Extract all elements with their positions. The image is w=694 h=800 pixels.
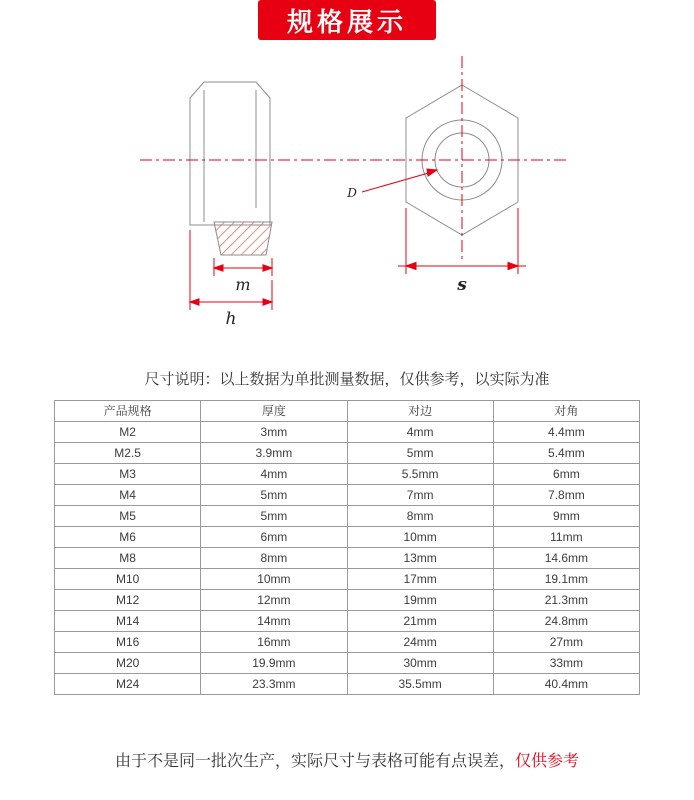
header-row: [55, 401, 640, 422]
spec-table-head: [55, 401, 640, 422]
size-note-caption: 尺寸说明：以上数据为单批测量数据，仅供参考，以实际为准: [144, 371, 550, 388]
col-header-spec: 产品规格: [55, 401, 201, 422]
table-cell: 7mm: [347, 485, 493, 506]
banner-title: 规格展示: [258, 0, 436, 40]
spec-table: [54, 400, 640, 695]
table-cell: 19mm: [347, 590, 493, 611]
table-cell: 4.4mm: [493, 422, 639, 443]
table-cell: 17mm: [347, 569, 493, 590]
table-cell: 9mm: [493, 506, 639, 527]
table-cell: M12: [55, 590, 201, 611]
table-cell: 7.8mm: [493, 485, 639, 506]
dim-label-s: s: [457, 275, 467, 295]
table-cell: M14: [55, 611, 201, 632]
dim-label-h: h: [225, 309, 237, 329]
table-cell: 33mm: [493, 653, 639, 674]
table-cell: M4: [55, 485, 201, 506]
col-header-corners: 对角: [493, 401, 639, 422]
table-row: [55, 590, 640, 611]
table-row: [55, 506, 640, 527]
table-cell: 30mm: [347, 653, 493, 674]
table-row: [55, 422, 640, 443]
disclaimer-highlight: 仅供参考: [515, 753, 580, 770]
table-cell: 6mm: [493, 464, 639, 485]
table-cell: 24mm: [347, 632, 493, 653]
disclaimer-text: 由于不是同一批次生产，实际尺寸与表格可能有点误差，: [114, 753, 515, 770]
table-row: [55, 674, 640, 695]
table-cell: 4mm: [347, 422, 493, 443]
table-cell: 3.9mm: [201, 443, 347, 464]
disclaimer-note: [0, 751, 694, 773]
table-cell: 8mm: [347, 506, 493, 527]
table-cell: 21.3mm: [493, 590, 639, 611]
table-cell: 5.4mm: [493, 443, 639, 464]
table-cell: 19.9mm: [201, 653, 347, 674]
table-cell: 35.5mm: [347, 674, 493, 695]
table-cell: 5mm: [201, 485, 347, 506]
table-cell: 11mm: [493, 527, 639, 548]
table-cell: 40.4mm: [493, 674, 639, 695]
table-row: [55, 485, 640, 506]
table-cell: 3mm: [201, 422, 347, 443]
table-cell: 5.5mm: [347, 464, 493, 485]
nylon-insert-hatch: [214, 222, 272, 255]
table-cell: 13mm: [347, 548, 493, 569]
table-cell: 24.8mm: [493, 611, 639, 632]
table-cell: M10: [55, 569, 201, 590]
table-cell: M5: [55, 506, 201, 527]
dim-label-m: m: [235, 275, 251, 294]
table-cell: M3: [55, 464, 201, 485]
table-cell: 27mm: [493, 632, 639, 653]
table-cell: 10mm: [201, 569, 347, 590]
nut-side-view: [190, 82, 272, 255]
technical-drawing: [0, 40, 694, 370]
table-cell: 16mm: [201, 632, 347, 653]
table-row: [55, 611, 640, 632]
spec-table-body: [55, 422, 640, 695]
dim-label-d: D: [347, 186, 357, 200]
table-row: [55, 653, 640, 674]
table-cell: M2.5: [55, 443, 201, 464]
table-cell: M24: [55, 674, 201, 695]
table-row: [55, 632, 640, 653]
table-cell: M20: [55, 653, 201, 674]
table-row: [55, 527, 640, 548]
table-cell: M6: [55, 527, 201, 548]
table-cell: 21mm: [347, 611, 493, 632]
table-cell: M8: [55, 548, 201, 569]
table-cell: 19.1mm: [493, 569, 639, 590]
table-cell: 10mm: [347, 527, 493, 548]
table-cell: 8mm: [201, 548, 347, 569]
table-cell: 4mm: [201, 464, 347, 485]
table-cell: 6mm: [201, 527, 347, 548]
table-row: [55, 569, 640, 590]
table-cell: M16: [55, 632, 201, 653]
table-cell: 5mm: [347, 443, 493, 464]
table-row: [55, 443, 640, 464]
table-cell: 14.6mm: [493, 548, 639, 569]
table-row: [55, 464, 640, 485]
table-cell: 23.3mm: [201, 674, 347, 695]
table-cell: 14mm: [201, 611, 347, 632]
table-row: [55, 548, 640, 569]
col-header-flats: 对边: [347, 401, 493, 422]
col-header-thickness: 厚度: [201, 401, 347, 422]
table-cell: 5mm: [201, 506, 347, 527]
table-cell: M2: [55, 422, 201, 443]
table-cell: 12mm: [201, 590, 347, 611]
